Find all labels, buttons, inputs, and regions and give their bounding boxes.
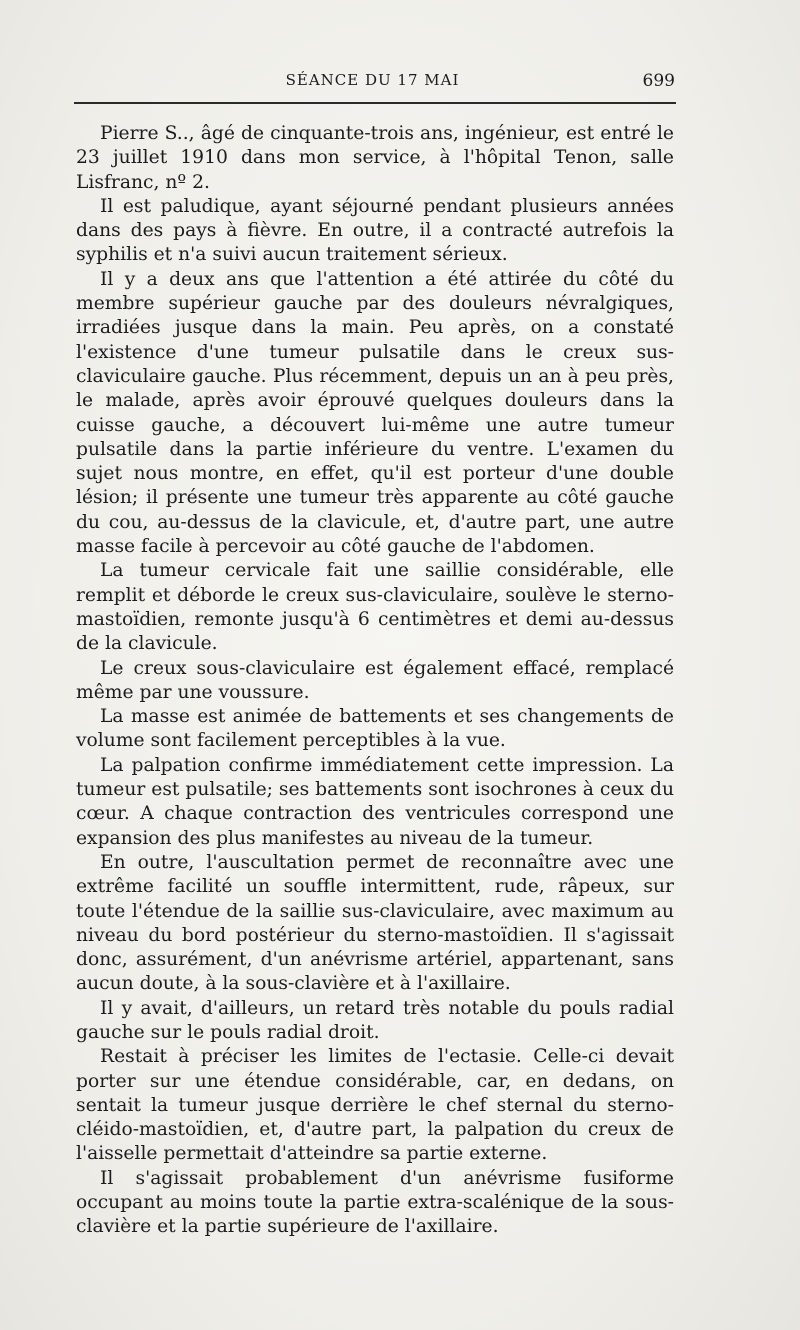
paragraph: Il s'agissait probablement d'un anévrisme fusiforme occupant au moins toute la partie extra-scalénique de la sous-clavière et la partie supérieure de l'axillaire. <box>76 1167 674 1238</box>
paragraph: En outre, l'auscultation permet de reconnaître avec une extrême facilité un souffle intermittent, rude, râpeux, sur toute l'étendue de la saillie sus-claviculaire, avec maximum au niveau du bord postérieur du sterno-mastoïdien. Il s'agissait donc, assurément, d'un anévrisme artériel, appartenant, sans aucun doute, à la sous-clavière et à l'axillaire. <box>76 851 674 995</box>
paragraph: Pierre S.., âgé de cinquante-trois ans, ingénieur, est entré le 23 juillet 1910 dans mon service, à l'hôpital Tenon, salle Lisfranc, nº 2. <box>76 123 674 193</box>
paragraph: Restait à préciser les limites de l'ectasie. Celle-ci devait porter sur une étendue considérable, car, en dedans, on sentait la tumeur jusque derrière le chef sternal du sterno-cléido-mastoïdien, et, d'autre part, la palpation du creux de l'aisselle permettait d'atteindre sa partie externe. <box>76 1046 674 1165</box>
paragraph: Il y avait, d'ailleurs, un retard très notable du pouls radial gauche sur le pouls radial droit. <box>76 997 674 1043</box>
paragraph: Le creux sous-claviculaire est également effacé, remplacé même par une voussure. <box>76 657 674 703</box>
paragraph: Il y a deux ans que l'attention a été attirée du côté du membre supérieur gauche par des douleurs névralgiques, irradiées jusque dans la main. Peu après, on a constaté l'existence d'une tumeur pulsatile dans le creux sus-claviculaire gauche. Plus récemment, depuis un an à peu près, le malade, après avoir éprouvé quelques douleurs dans la cuisse gauche, a découvert lui-même une autre tumeur pulsatile dans la partie inférieure du ventre. L'examen du sujet nous montre, en effet, qu'il est porteur d'une double lésion; il présente une tumeur très apparente au côté gauche du cou, au-dessus de la clavicule, et, d'autre part, une autre masse facile à percevoir au côté gauche de l'abdomen. <box>76 268 674 558</box>
paragraph: La masse est animée de battements et ses changements de volume sont facilement perceptibles à la vue. <box>76 706 674 752</box>
page-header <box>70 71 675 95</box>
paragraph: Il est paludique, ayant séjourné pendant plusieurs années dans des pays à fièvre. En outre, il a contracté autrefois la syphilis et n'a suivi aucun traitement sérieux. <box>76 195 674 266</box>
paragraph: La palpation confirme immédiatement cette impression. La tumeur est pulsatile; ses battements sont isochrones à ceux du cœur. A chaque contraction des ventricules correspond une expansion des plus manifestes au niveau de la tumeur. <box>76 754 674 849</box>
header-rule <box>74 102 676 104</box>
paragraph: La tumeur cervicale fait une saillie considérable, elle remplit et déborde le creux sus-claviculaire, soulève le sterno-mastoïdien, remonte jusqu'à 6 centimètres et demi au-dessus de la clavicule. <box>76 560 674 655</box>
page-number: 699 <box>642 71 675 91</box>
body-text <box>76 122 674 1240</box>
running-title: SÉANCE DU 17 MAI <box>285 71 460 89</box>
